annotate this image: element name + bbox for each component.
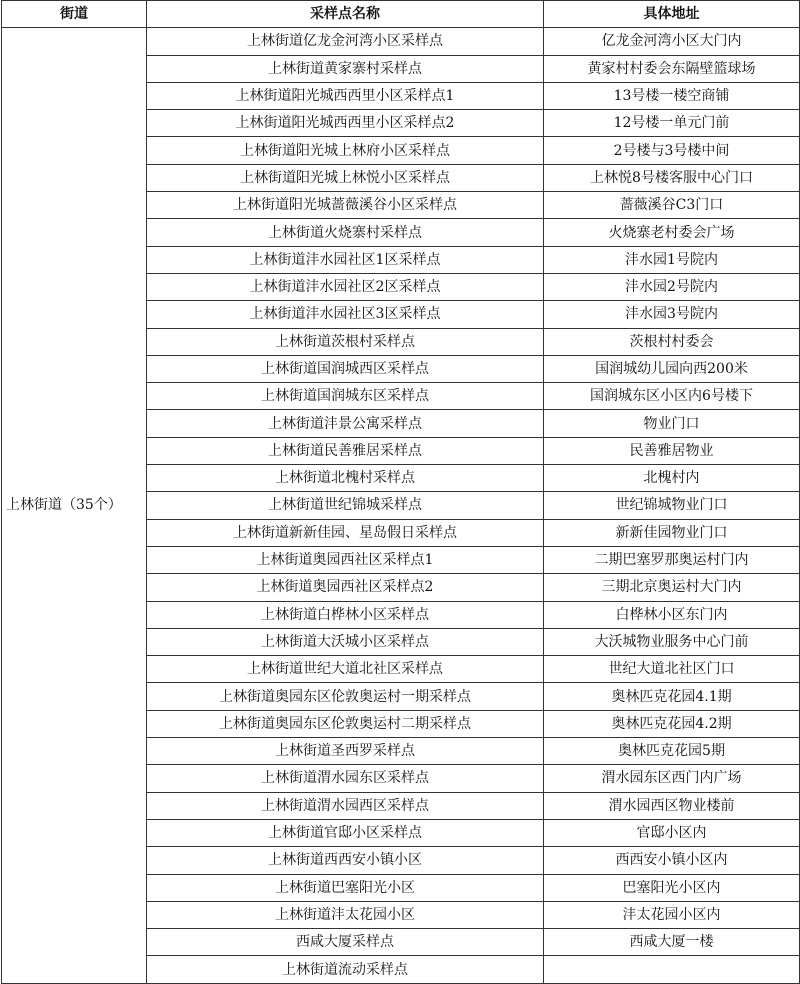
site-name-cell: 上林街道流动采样点 [147,956,544,983]
site-name-cell: 上林街道大沃城小区采样点 [147,628,544,655]
site-name-cell: 上林街道沣景公寓采样点 [147,410,544,437]
site-name-cell: 上林街道沣太花园小区 [147,901,544,928]
site-name-cell: 上林街道渭水园东区采样点 [147,765,544,792]
address-cell: 巴塞阳光小区内 [544,874,800,901]
address-cell: 渭水园西区物业楼前 [544,792,800,819]
address-cell: 亿龙金河湾小区大门内 [544,28,800,55]
address-cell: 渭水园东区西门内广场 [544,765,800,792]
address-cell: 三期北京奥运村大门内 [544,574,800,601]
address-cell: 世纪大道北社区门口 [544,656,800,683]
address-cell: 西咸大厦一楼 [544,929,800,956]
header-address: 具体地址 [544,1,800,28]
site-name-cell: 上林街道新新佳园、星岛假日采样点 [147,519,544,546]
table-body [2,28,800,983]
address-cell [544,956,800,983]
site-name-cell: 上林街道奥园西社区采样点2 [147,574,544,601]
site-name-cell: 上林街道北槐村采样点 [147,465,544,492]
address-cell: 奥林匹克花园5期 [544,738,800,765]
site-name-cell: 上林街道阳光城上林府小区采样点 [147,137,544,164]
street-cell: 上林街道（35个） [2,28,147,983]
address-cell: 白桦林小区东门内 [544,601,800,628]
sampling-sites-sheet [1,0,799,984]
site-name-cell: 上林街道奥园东区伦敦奥运村二期采样点 [147,710,544,737]
address-cell: 官邸小区内 [544,819,800,846]
site-name-cell: 上林街道世纪锦城采样点 [147,492,544,519]
header-street: 街道 [2,1,147,28]
site-name-cell: 上林街道沣水园社区3区采样点 [147,301,544,328]
site-name-cell: 上林街道奥园东区伦敦奥运村一期采样点 [147,683,544,710]
site-name-cell: 上林街道沣水园社区2区采样点 [147,273,544,300]
site-name-cell: 上林街道阳光城西西里小区采样点1 [147,82,544,109]
address-cell: 大沃城物业服务中心门前 [544,628,800,655]
address-cell: 二期巴塞罗那奥运村门内 [544,546,800,573]
site-name-cell: 上林街道火烧寨村采样点 [147,219,544,246]
site-name-cell: 上林街道阳光城上林悦小区采样点 [147,164,544,191]
address-cell: 蔷薇溪谷C3门口 [544,192,800,219]
site-name-cell: 上林街道沣水园社区1区采样点 [147,246,544,273]
address-cell: 上林悦8号楼客服中心门口 [544,164,800,191]
address-cell: 国润城幼儿园向西200米 [544,355,800,382]
header-row [2,1,800,28]
site-name-cell: 上林街道巴塞阳光小区 [147,874,544,901]
site-name-cell: 上林街道民善雅居采样点 [147,437,544,464]
address-cell: 2号楼与3号楼中间 [544,137,800,164]
site-name-cell: 上林街道世纪大道北社区采样点 [147,656,544,683]
address-cell: 奥林匹克花园4.1期 [544,683,800,710]
site-name-cell: 上林街道黄家寨村采样点 [147,55,544,82]
address-cell: 火烧寨老村委会广场 [544,219,800,246]
site-name-cell: 上林街道茨根村采样点 [147,328,544,355]
address-cell: 沣水园1号院内 [544,246,800,273]
site-name-cell: 上林街道白桦林小区采样点 [147,601,544,628]
site-name-cell: 上林街道阳光城蔷薇溪谷小区采样点 [147,192,544,219]
site-name-cell: 上林街道阳光城西西里小区采样点2 [147,110,544,137]
site-name-cell: 西咸大厦采样点 [147,929,544,956]
address-cell: 沣水园3号院内 [544,301,800,328]
address-cell: 黄家村村委会东隔壁篮球场 [544,55,800,82]
site-name-cell: 上林街道西西安小镇小区 [147,847,544,874]
address-cell: 新新佳园物业门口 [544,519,800,546]
address-cell: 西西安小镇小区内 [544,847,800,874]
header-site-name: 采样点名称 [147,1,544,28]
address-cell: 沣水园2号院内 [544,273,800,300]
address-cell: 奥林匹克花园4.2期 [544,710,800,737]
address-cell: 民善雅居物业 [544,437,800,464]
site-name-cell: 上林街道奥园西社区采样点1 [147,546,544,573]
address-cell: 世纪锦城物业门口 [544,492,800,519]
address-cell: 沣太花园小区内 [544,901,800,928]
address-cell: 茨根村村委会 [544,328,800,355]
table-row [2,28,800,55]
site-name-cell: 上林街道国润城西区采样点 [147,355,544,382]
site-name-cell: 上林街道圣西罗采样点 [147,738,544,765]
sampling-sites-table [1,0,800,984]
address-cell: 12号楼一单元门前 [544,110,800,137]
address-cell: 13号楼一楼空商铺 [544,82,800,109]
site-name-cell: 上林街道亿龙金河湾小区采样点 [147,28,544,55]
address-cell: 物业门口 [544,410,800,437]
site-name-cell: 上林街道官邸小区采样点 [147,819,544,846]
address-cell: 国润城东区小区内6号楼下 [544,383,800,410]
site-name-cell: 上林街道渭水园西区采样点 [147,792,544,819]
address-cell: 北槐村内 [544,465,800,492]
site-name-cell: 上林街道国润城东区采样点 [147,383,544,410]
